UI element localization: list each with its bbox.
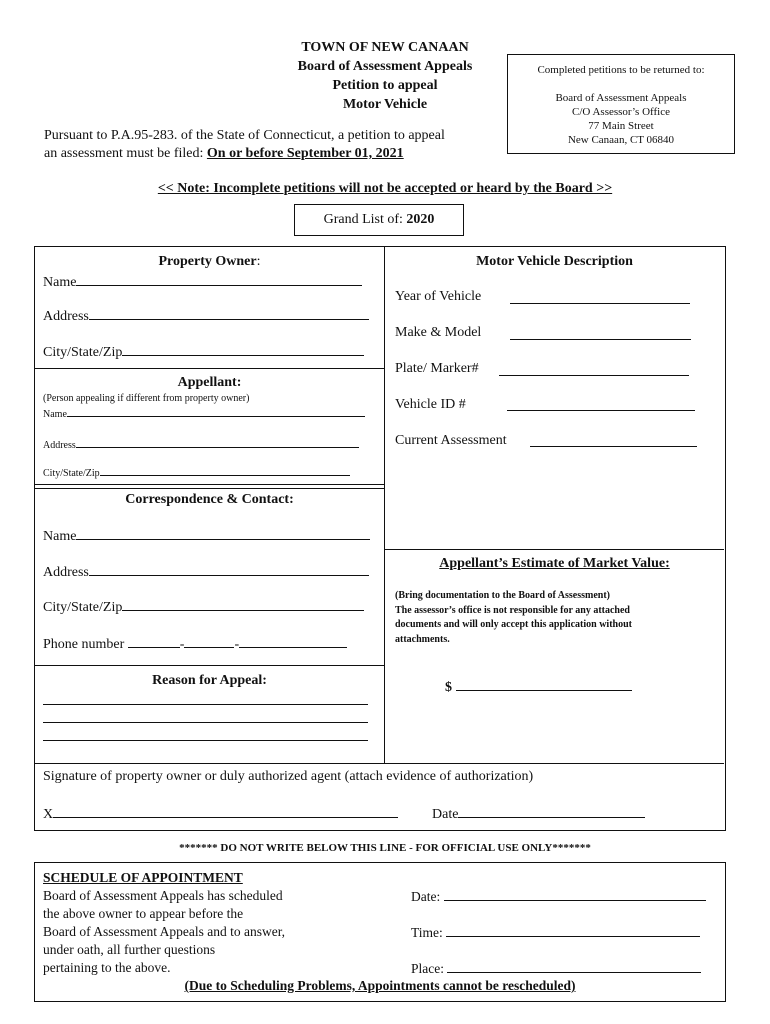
- estimate-note-2: The assessor’s office is not responsible for any attached: [395, 604, 630, 616]
- appellant-city-label: City/State/Zip: [43, 468, 100, 479]
- appellant-address-line: [76, 438, 359, 448]
- town-title: TOWN OF NEW CANAAN: [301, 40, 469, 55]
- return-box-title: Completed petitions to be returned to:: [537, 64, 705, 76]
- appellant-name-label: Name: [43, 409, 67, 420]
- return-line-3: 77 Main Street: [588, 120, 654, 132]
- estimate-note-1: (Bring documentation to the Board of Assessment): [395, 590, 610, 601]
- owner-name-field[interactable]: [43, 273, 362, 291]
- divider-estimate: [385, 549, 724, 550]
- return-line-2: C/O Assessor’s Office: [572, 106, 670, 118]
- vehicle-assessment-line[interactable]: [530, 446, 697, 447]
- divider-signature: [35, 763, 724, 764]
- dollar-sign: $: [445, 680, 452, 695]
- owner-city-line: [122, 343, 364, 356]
- vehicle-assessment-label: Current Assessment: [395, 433, 507, 448]
- estimate-value-line: [456, 678, 632, 691]
- owner-city-field[interactable]: [43, 343, 364, 361]
- appellant-address-field[interactable]: [43, 438, 359, 451]
- phone-prefix-line: [184, 635, 234, 648]
- vehicle-heading: Motor Vehicle Description: [476, 254, 633, 269]
- column-divider: [384, 246, 385, 763]
- pursuant-line-2: [44, 145, 445, 163]
- schedule-date-label: Date:: [411, 889, 441, 904]
- corr-address-field[interactable]: [43, 563, 369, 581]
- signature-instruction: Signature of property owner or duly authorized agent (attach evidence of authorization): [43, 769, 534, 784]
- appellant-city-field[interactable]: [43, 466, 350, 479]
- vehicle-vin-label: Vehicle ID #: [395, 397, 466, 412]
- schedule-body-5: pertaining to the above.: [43, 960, 171, 975]
- schedule-place-label: Place:: [411, 961, 444, 976]
- pursuant-line-1: Pursuant to P.A.95-283. of the State of Connecticut, a petition to appeal: [44, 128, 445, 143]
- vehicle-vin-line[interactable]: [507, 410, 695, 411]
- corr-address-label: Address: [43, 565, 89, 580]
- pursuant-line-2-prefix: an assessment must be filed:: [44, 146, 204, 161]
- owner-name-line: [76, 273, 362, 286]
- divider-appellant: [35, 368, 384, 369]
- phone-dash-2: -: [234, 637, 240, 652]
- divider-reason: [35, 665, 384, 666]
- appellant-heading: Appellant:: [177, 375, 242, 390]
- correspondence-heading: Correspondence & Contact:: [125, 492, 294, 507]
- corr-name-label: Name: [43, 529, 77, 544]
- corr-city-label: City/State/Zip: [43, 600, 123, 615]
- vehicle-plate-line[interactable]: [499, 375, 689, 376]
- phone-line-line: [239, 635, 347, 648]
- schedule-time-label: Time:: [411, 925, 443, 940]
- schedule-body-3: Board of Assessment Appeals and to answer,: [43, 924, 286, 939]
- grand-list-label: Grand List of:: [323, 212, 403, 227]
- schedule-date-field[interactable]: [411, 888, 706, 905]
- corr-name-field[interactable]: [43, 527, 370, 545]
- vehicle-plate-label: Plate/ Marker#: [395, 361, 479, 376]
- schedule-place-field[interactable]: [411, 960, 701, 977]
- estimate-note-3: documents and will only accept this application without: [395, 619, 632, 630]
- signature-date-line: [458, 805, 645, 818]
- grand-list-year: 2020: [406, 212, 435, 227]
- schedule-place-line: [447, 960, 701, 973]
- signature-field[interactable]: [43, 805, 398, 823]
- corr-city-field[interactable]: [43, 598, 364, 616]
- divider-correspondence-2: [35, 488, 384, 489]
- estimate-value-field[interactable]: [445, 678, 632, 696]
- appellant-city-line: [100, 466, 350, 476]
- appellant-name-field[interactable]: [43, 407, 365, 420]
- petition-title: Petition to appeal: [332, 78, 438, 93]
- board-title: Board of Assessment Appeals: [297, 59, 473, 74]
- header: [270, 38, 500, 114]
- reason-line-1[interactable]: [43, 704, 368, 705]
- schedule-time-field[interactable]: [411, 924, 700, 941]
- owner-city-label: City/State/Zip: [43, 345, 123, 360]
- signature-date-label: Date: [432, 807, 459, 822]
- schedule-date-line: [444, 888, 706, 901]
- reason-line-3[interactable]: [43, 740, 368, 741]
- schedule-body-2: the above owner to appear before the: [43, 906, 244, 921]
- appellant-name-line: [67, 407, 365, 417]
- schedule-time-line: [446, 924, 700, 937]
- return-line-1: Board of Assessment Appeals: [555, 92, 687, 104]
- corr-city-line: [122, 598, 364, 611]
- phone-dash-1: -: [179, 637, 185, 652]
- estimate-heading: Appellant’s Estimate of Market Value:: [439, 556, 670, 571]
- owner-address-label: Address: [43, 309, 89, 324]
- divider-correspondence-1: [35, 484, 384, 485]
- estimate-note-4: attachments.: [395, 633, 450, 645]
- owner-address-field[interactable]: [43, 307, 369, 325]
- owner-address-line: [89, 307, 369, 320]
- return-line-4: New Canaan, CT 06840: [567, 134, 675, 146]
- vehicle-year-label: Year of Vehicle: [395, 289, 482, 304]
- property-owner-title: Property Owner: [158, 254, 257, 269]
- subject-title: Motor Vehicle: [342, 97, 428, 112]
- corr-phone-field[interactable]: [43, 635, 347, 653]
- appellant-note: (Person appealing if different from property owner): [43, 393, 250, 404]
- vehicle-year-line[interactable]: [510, 303, 690, 304]
- property-owner-heading: [35, 254, 384, 270]
- schedule-title: SCHEDULE OF APPOINTMENT: [43, 870, 243, 885]
- appellant-address-label: Address: [43, 440, 76, 451]
- property-owner-colon: :: [256, 254, 261, 269]
- pursuant-text: [44, 127, 445, 163]
- return-address-box: [507, 54, 735, 154]
- official-use-line: ******* DO NOT WRITE BELOW THIS LINE - FOR OFFICIAL USE ONLY*******: [179, 842, 591, 854]
- estimate-notes: [395, 589, 632, 647]
- schedule-body-4: under oath, all further questions: [43, 942, 216, 957]
- reason-heading: Reason for Appeal:: [152, 673, 267, 688]
- owner-name-label: Name: [43, 275, 77, 290]
- vehicle-make-line[interactable]: [510, 339, 691, 340]
- signature-line: [53, 805, 398, 818]
- corr-name-line: [76, 527, 370, 540]
- signature-date-field[interactable]: [432, 805, 645, 823]
- schedule-body-1: Board of Assessment Appeals has scheduled: [43, 888, 283, 903]
- corr-phone-label: Phone number: [43, 637, 125, 652]
- grand-list-box: [294, 204, 464, 236]
- vehicle-make-label: Make & Model: [395, 325, 482, 340]
- corr-address-line: [89, 563, 369, 576]
- schedule-text: [43, 869, 285, 977]
- filing-deadline: On or before September 01, 2021: [206, 146, 404, 161]
- incomplete-note: << Note: Incomplete petitions will not be accepted or heard by the Board >>: [157, 181, 613, 196]
- signature-x: X: [43, 807, 54, 822]
- schedule-footer: (Due to Scheduling Problems, Appointments cannot be rescheduled): [184, 978, 576, 993]
- reason-line-2[interactable]: [43, 722, 368, 723]
- phone-area-line: [128, 635, 180, 648]
